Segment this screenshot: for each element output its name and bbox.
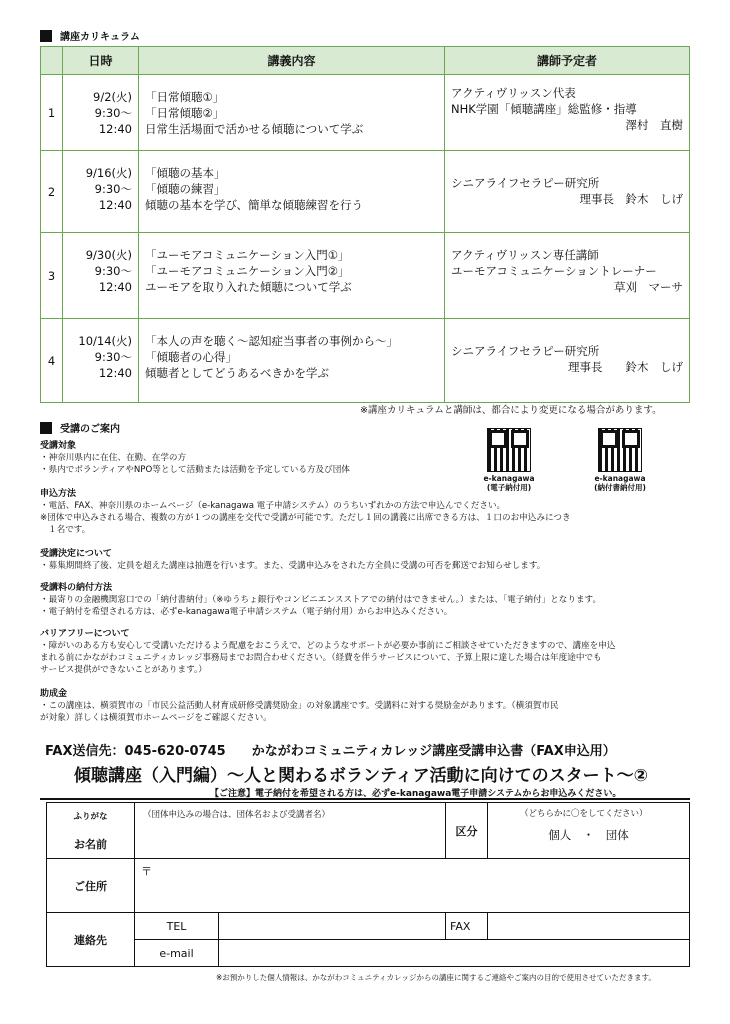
lecturer-line: アクティヴリッスン代表: [451, 86, 576, 100]
target-line: ・県内でボランティアやNPO等として活動または活動を予定している方及び団体: [40, 465, 350, 475]
target-heading: 受講対象: [40, 441, 77, 451]
start-time: 9:30〜: [94, 106, 132, 120]
barrier-free-heading: バリアフリーについて: [40, 629, 130, 639]
email-field[interactable]: [219, 940, 690, 967]
postal-mark: 〒: [141, 865, 152, 878]
curriculum-heading: [40, 28, 140, 43]
content-line: 傾聴者としてどうあるべきかを学ぶ: [145, 366, 329, 380]
row-date: [63, 151, 139, 233]
curriculum-table: [40, 46, 690, 403]
apply-line: ・電話、FAX、神奈川県のホームページ（e-kanagawa 電子申請システム）のうちいずれかの方法で申込んでください。: [40, 501, 506, 511]
lecturer-line: シニアライフセラピー研究所: [451, 344, 600, 358]
content-line: 「日常傾聴①」: [145, 90, 225, 104]
apply-heading: 申込方法: [40, 489, 77, 499]
table-row: [41, 233, 690, 319]
grant-line: が対象）詳しくは横須賀市ホームページをご確認ください。: [40, 713, 272, 723]
end-time: 12:40: [98, 122, 132, 136]
start-time: 9:30〜: [94, 350, 132, 364]
lecturer-name: 理事長 鈴木 しげ: [579, 192, 683, 206]
fee-section: [40, 582, 700, 618]
fee-line: ・最寄りの金融機関窓口での「納付書納付」（※ゆうちょ銀行やコンビニエンスストアでの納付はできません。）または、「電子納付」となります。: [40, 595, 602, 605]
row-number: 3: [41, 233, 63, 319]
end-time: 12:40: [98, 280, 132, 294]
qr-sublabel: (納付書納付用): [594, 483, 646, 492]
application-form: [46, 802, 690, 967]
row-date: [63, 233, 139, 319]
content-line: 「日常傾聴②」: [145, 106, 225, 120]
fee-heading: 受講料の納付方法: [40, 583, 113, 593]
address-label: ご住所: [47, 859, 135, 913]
target-line: ・神奈川県内に在住、在勤、在学の方: [40, 453, 187, 463]
course-title: 傾聴講座（入門編）〜人と関わるボランティア活動に向けてのスタート〜②: [74, 766, 649, 786]
furigana-label: ふりがな: [73, 811, 108, 822]
barrier-free-line: サービス提供ができないことがあります。）: [40, 665, 207, 675]
tel-field[interactable]: [219, 913, 446, 940]
row-number: 4: [41, 319, 63, 403]
table-row: [41, 75, 690, 151]
content-line: 「傾聴の練習」: [145, 182, 226, 196]
content-line: 「本人の声を聴く〜認知症当事者の事例から〜」: [145, 334, 398, 348]
lecturer-line: NHK学園「傾聴講座」総監修・指導: [451, 102, 637, 116]
table-row: [41, 151, 690, 233]
name-field[interactable]: [135, 803, 446, 859]
date-text: 9/2(火): [93, 90, 132, 104]
start-time: 9:30〜: [94, 182, 132, 196]
header-lecturer: 講師予定者: [445, 47, 690, 75]
lecturer-name: 草刈 マーサ: [614, 280, 683, 294]
kubun-options: 個人 ・ 団体: [548, 828, 629, 842]
row-content: [139, 151, 445, 233]
grant-line: ・この講座は、横須賀市の「市民公益活動人材育成研修受講奨励金」の対象講座です。受講料に対する奨励金があります。（横須賀市民: [40, 701, 559, 711]
name-label-cell: [47, 803, 135, 859]
curriculum-heading-text: 講座カリキュラム: [60, 32, 140, 43]
contact-label: 連絡先: [47, 913, 135, 967]
grant-section: [40, 688, 700, 724]
barrier-free-line: ・障がいのある方も安心して受講いただけるよう配慮をおこうえで、どのようなサポートが必要か事前にご相談させていただきますので、講座を申込: [40, 641, 616, 651]
name-label: お名前: [74, 837, 107, 851]
date-text: 9/16(火): [85, 166, 132, 180]
row-content: [139, 75, 445, 151]
lecturer-line: ユーモアコミュニケーショントレーナー: [451, 264, 657, 278]
decide-section: [40, 548, 700, 572]
kubun-hint: （どちらかに〇をしてください）: [520, 809, 648, 819]
info-heading-text: 受講のご案内: [60, 424, 120, 435]
target-section: [40, 440, 700, 476]
grant-heading: 助成金: [40, 689, 68, 699]
end-time: 12:40: [98, 198, 132, 212]
fax-field[interactable]: [488, 913, 690, 940]
row-lecturer: [445, 151, 690, 233]
table-row: [41, 319, 690, 403]
apply-line: ※団体で申込みされる場合、複数の方が１つの講座を交代で受講が可能です。ただし１回の講義に出席できる方は、１口のお申込みにつき: [40, 513, 571, 523]
name-hint: （団体申込みの場合は、団体名および受講者名）: [143, 810, 331, 820]
header-no: [41, 47, 63, 75]
qr-label: e-kanagawa: [594, 474, 646, 483]
address-field[interactable]: [135, 859, 690, 913]
header-content: 講義内容: [139, 47, 445, 75]
privacy-footnote: ※お預かりした個人情報は、かながわコミュニティカレッジからの講座に関するご連絡やご案内の目的で使用させていただきます。: [216, 973, 656, 982]
fax-form-title: かながわコミュニティカレッジ講座受講申込書（FAX申込用）: [251, 744, 616, 759]
content-line: 「ユーモアコミュニケーション入門①」: [145, 248, 350, 262]
caution-text: 【ご注意】電子納付を希望される方は、必ずe-kanagawa電子申請システムからお申込みください。: [210, 789, 622, 799]
curriculum-note: ※講座カリキュラムと講師は、都合により変更になる場合があります。: [360, 405, 662, 416]
square-bullet-icon: [40, 422, 52, 434]
email-label: e-mail: [135, 940, 219, 967]
row-lecturer: [445, 233, 690, 319]
lecturer-line: シニアライフセラピー研究所: [451, 176, 600, 190]
end-time: 12:40: [98, 366, 132, 380]
form-divider: [40, 798, 690, 800]
date-text: 9/30(火): [85, 248, 132, 262]
row-date: [63, 319, 139, 403]
row-number: 1: [41, 75, 63, 151]
row-lecturer: [445, 319, 690, 403]
square-bullet-icon: [40, 30, 52, 42]
fax-number: FAX送信先：045-620-0745: [45, 744, 226, 759]
start-time: 9:30〜: [94, 264, 132, 278]
kubun-label: 区分: [446, 803, 488, 859]
fax-title: [45, 740, 616, 759]
fax-field-label: FAX: [446, 913, 488, 940]
barrier-free-line: まれる前にかながわコミュニティカレッジ事務局までお問合わせください。（経費を伴うサービスについて、予算上限に達した場合は年度途中でも: [40, 653, 602, 663]
content-line: 「ユーモアコミュニケーション入門②」: [145, 264, 350, 278]
lecturer-line: アクティヴリッスン専任講師: [451, 248, 599, 262]
decide-heading: 受講決定について: [40, 549, 112, 559]
header-date: 日時: [63, 47, 139, 75]
apply-section: [40, 488, 700, 536]
content-line: 「傾聴の基本」: [145, 166, 226, 180]
barrier-free-section: [40, 628, 700, 676]
content-line: 「傾聴者の心得」: [145, 350, 237, 364]
content-line: 日常生活場面で活かせる傾聴について学ぶ: [145, 122, 364, 136]
date-text: 10/14(火): [78, 334, 132, 348]
row-date: [63, 75, 139, 151]
lecturer-name: 澤村 直樹: [625, 118, 683, 132]
kubun-field[interactable]: [488, 803, 690, 859]
row-content: [139, 319, 445, 403]
content-line: ユーモアを取り入れた傾聴について学ぶ: [145, 280, 352, 294]
decide-line: ・募集期間終了後、定員を超えた講座は抽選を行います。また、受講申込みをされた方全員に受講の可否を郵送でお知らせします。: [40, 561, 546, 571]
lecturer-name: 理事長 鈴木 しげ: [568, 360, 683, 374]
qr-label: e-kanagawa: [483, 474, 535, 483]
info-heading: [40, 420, 120, 435]
row-lecturer: [445, 75, 690, 151]
fee-line: ・電子納付を希望される方は、必ずe-kanagawa電子申請システム（電子納付用）からお申込みください。: [40, 607, 453, 617]
tel-label: TEL: [135, 913, 219, 940]
row-number: 2: [41, 151, 63, 233]
row-content: [139, 233, 445, 319]
qr-sublabel: (電子納付用): [486, 483, 532, 492]
content-line: 傾聴の基本を学び、簡単な傾聴練習を行う: [145, 198, 364, 212]
apply-line: １名です。: [48, 525, 91, 535]
